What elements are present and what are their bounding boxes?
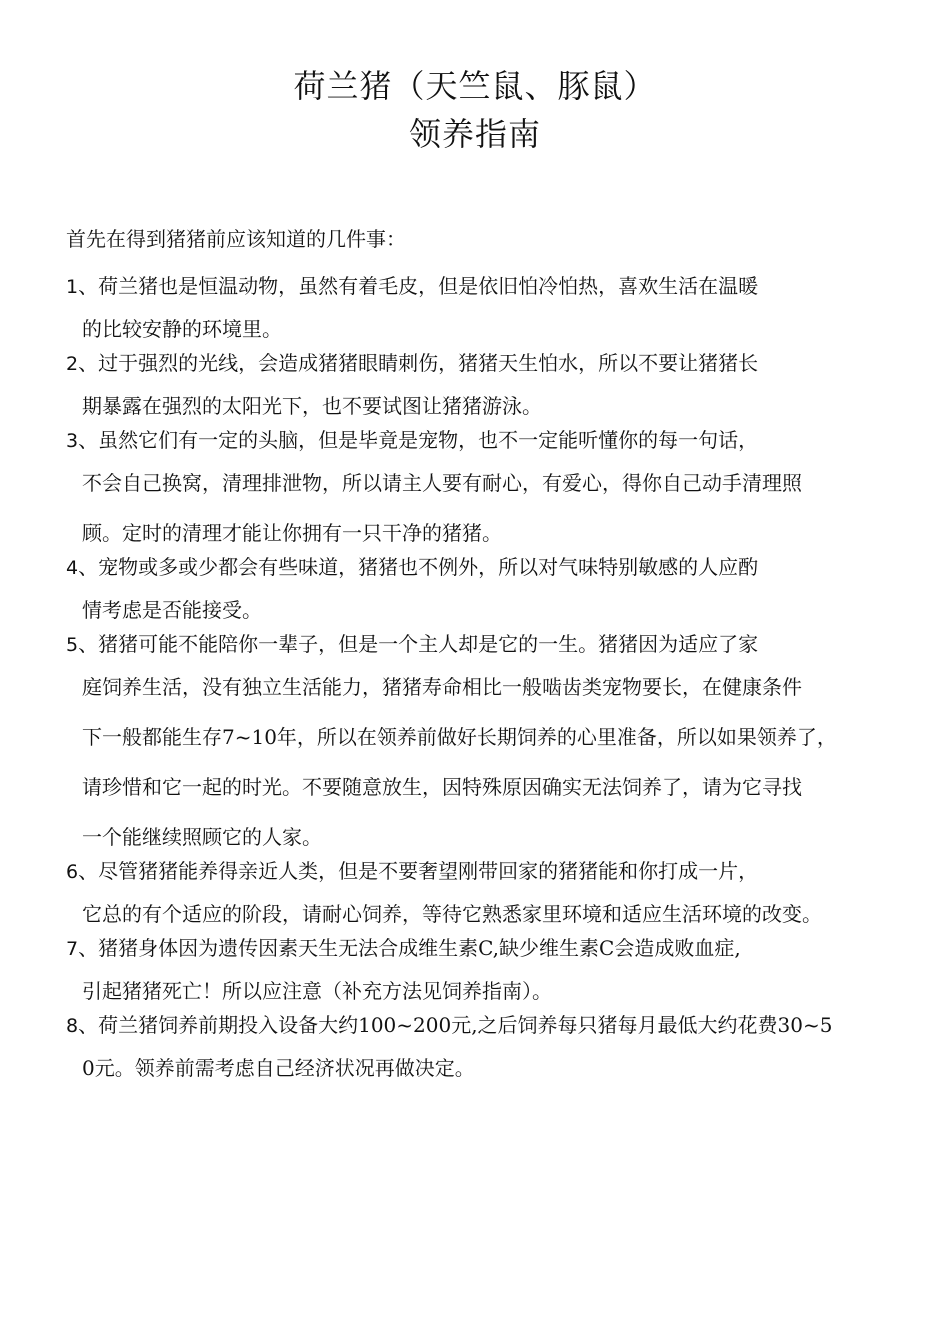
list-item-text: 不会自己换窝，清理排泄物，所以请主人要有耐心，有爱心，得你自己动手清理照: [82, 471, 802, 495]
list-item-first-line: [66, 1012, 926, 1043]
list-item-text: 0元。领养前需考虑自己经济状况再做决定。: [82, 1056, 475, 1080]
list-item: [66, 427, 926, 544]
list-item-text: 、过于强烈的光线，会造成猪猪眼睛刺伤，猪猪天生怕水，所以不要让猪猪长: [78, 351, 759, 375]
list-item-text: 下一般都能生存7~10年，所以在领养前做好长期饲养的心里准备，所以如果领养了，: [82, 725, 837, 749]
list-item-first-line: [66, 273, 926, 304]
list-item-continuation-line: [66, 316, 926, 340]
list-item-text: 、猪猪可能不能陪你一辈子，但是一个主人却是它的一生。猪猪因为适应了家: [78, 632, 759, 656]
list-item-first-line: [66, 554, 926, 585]
list-item-text: 、荷兰猪饲养前期投入设备大约100~200元,之后饲养每只猪每月最低大约花费30~5: [78, 1013, 833, 1037]
list-item-continuation-line: [66, 520, 926, 544]
list-item: [66, 350, 926, 417]
guideline-list: [66, 273, 926, 1089]
list-item-text: 顾。定时的清理才能让你拥有一只干净的猪猪。: [82, 521, 502, 545]
list-item-text: 、虽然它们有一定的头脑，但是毕竟是宠物，也不一定能听懂你的每一句话，: [78, 428, 759, 452]
list-item-first-line: [66, 350, 926, 381]
list-item-text: 、尽管猪猪能养得亲近人类，但是不要奢望刚带回家的猪猪能和你打成一片，: [78, 859, 759, 883]
list-item-first-line: [66, 935, 926, 966]
list-item-number: 6: [66, 861, 79, 883]
list-item: [66, 935, 926, 1002]
list-item-text: 、猪猪身体因为遗传因素天生无法合成维生素C,缺少维生素C会造成败血症,: [78, 936, 741, 960]
list-item-number: 2: [66, 353, 79, 375]
intro-text: 首先在得到猪猪前应该知道的几件事：: [66, 227, 406, 251]
list-item-first-line: [66, 858, 926, 889]
list-item-text: 请珍惜和它一起的时光。不要随意放生，因特殊原因确实无法饲养了，请为它寻找: [82, 775, 802, 799]
list-item-text: 、宠物或多或少都会有些味道，猪猪也不例外，所以对气味特别敏感的人应酌: [78, 555, 759, 579]
list-item-text: 、荷兰猪也是恒温动物，虽然有着毛皮，但是依旧怕冷怕热，喜欢生活在温暖: [78, 274, 759, 298]
list-item-text: 的比较安静的环境里。: [82, 317, 282, 341]
list-item: [66, 631, 926, 848]
list-item-continuation-line: [66, 901, 926, 925]
list-item: [66, 554, 926, 621]
list-item-text: 情考虑是否能接受。: [82, 598, 262, 622]
list-item-number: 1: [66, 276, 79, 298]
list-item-continuation-line: [66, 393, 926, 417]
list-item-continuation-line: [66, 824, 926, 848]
list-item-number: 8: [66, 1015, 79, 1037]
list-item-continuation-line: [66, 978, 926, 1002]
document-title: 荷兰猪（天竺鼠、豚鼠）: [293, 67, 657, 105]
list-item-continuation-line: [66, 1055, 926, 1079]
list-item-text: 它总的有个适应的阶段，请耐心饲养，等待它熟悉家里环境和适应生活环境的改变。: [82, 902, 822, 926]
list-item: [66, 273, 926, 340]
list-item-number: 5: [66, 634, 79, 656]
list-item-text: 一个能继续照顾它的人家。: [82, 825, 322, 849]
list-item-continuation-line: [66, 470, 926, 494]
list-item-first-line: [66, 631, 926, 662]
list-item-continuation-line: [66, 674, 926, 698]
list-item-text: 期暴露在强烈的太阳光下，也不要试图让猪猪游泳。: [82, 394, 542, 418]
list-item-text: 庭饲养生活，没有独立生活能力，猪猪寿命相比一般啮齿类宠物要长，在健康条件: [82, 675, 802, 699]
document-subtitle: 领养指南: [408, 115, 541, 153]
list-item-first-line: [66, 427, 926, 458]
list-item-continuation-line: [66, 774, 926, 798]
list-item-continuation-line: [66, 597, 926, 621]
list-item-text: 引起猪猪死亡！所以应注意（补充方法见饲养指南）。: [82, 979, 552, 1003]
list-item-continuation-line: [66, 724, 926, 748]
list-item-number: 7: [66, 938, 79, 960]
list-item: [66, 1012, 926, 1079]
list-item-number: 3: [66, 430, 79, 452]
list-item: [66, 858, 926, 925]
list-item-number: 4: [66, 557, 79, 579]
